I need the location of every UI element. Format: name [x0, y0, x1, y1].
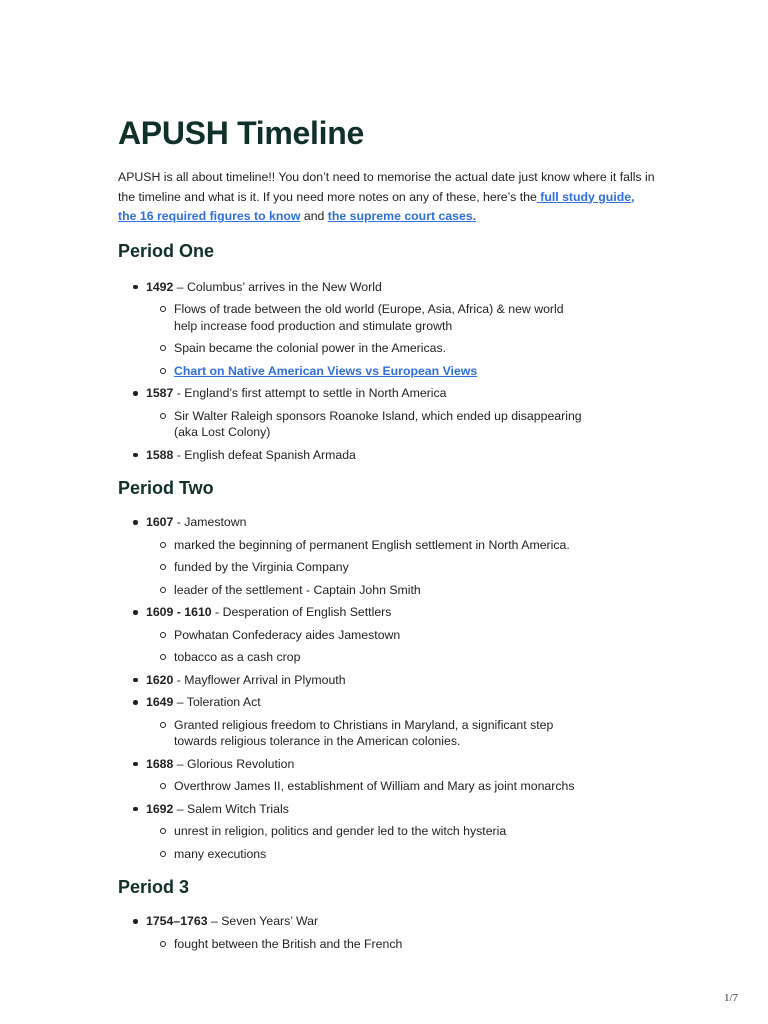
year: 1688: [146, 756, 174, 771]
intro-text: APUSH is all about timeline!! You don’t need to memorise the actual date just know where it falls in the timeline and what is it. If you need more notes on any of these, here’s the: [118, 170, 655, 204]
required-figures-link[interactable]: the 16 required figures to know: [118, 209, 301, 223]
list-item: [118, 604, 658, 666]
list-item: [118, 385, 658, 441]
period-one-heading: Period One: [118, 240, 215, 261]
event-text: - Jamestown: [173, 515, 247, 529]
sub-item: Sir Walter Raleigh sponsors Roanoke Island, which ended up disappearing (aka Lost Colony): [146, 408, 584, 441]
event-text: - Desperation of English Settlers: [211, 605, 392, 619]
page-number: 1/7: [723, 992, 738, 1004]
year: 1692: [146, 801, 174, 816]
year: 1587: [146, 386, 174, 400]
sub-list: [146, 537, 658, 599]
period-two-list: [118, 514, 658, 862]
list-item: [118, 756, 658, 795]
list-item: [118, 279, 658, 380]
event-text: – Salem Witch Trials: [173, 801, 289, 816]
sub-item: Granted religious freedom to Christians in Maryland, a significant step towards religious tolerance in the American colonies.: [146, 717, 574, 750]
sub-item: Powhatan Confederacy aides Jamestown: [146, 627, 658, 644]
year: 1649: [146, 695, 174, 709]
sub-item: leader of the settlement - Captain John Smith: [146, 582, 658, 599]
list-item: [118, 913, 658, 952]
intro-and: and: [300, 209, 328, 223]
sub-item: Spain became the colonial power in the Americas.: [146, 340, 658, 357]
year: 1607: [146, 515, 174, 529]
list-item: [118, 672, 658, 689]
sub-list: [146, 717, 658, 750]
sub-item: marked the beginning of permanent English settlement in North America.: [146, 537, 658, 554]
sub-item: many executions: [146, 846, 658, 863]
event-text: – Seven Years’ War: [207, 914, 319, 928]
list-item: [118, 801, 658, 863]
period-one-list: [118, 279, 658, 464]
document-page: [118, 110, 658, 952]
list-item: [118, 514, 658, 598]
sub-item: funded by the Virginia Company: [146, 559, 658, 576]
supreme-court-link[interactable]: the supreme court cases.: [327, 209, 477, 223]
sub-item: [146, 363, 658, 380]
intro-paragraph: [118, 168, 658, 227]
period-three-list: [118, 913, 658, 952]
native-american-chart-link[interactable]: Chart on Native American Views vs European Views: [174, 363, 478, 378]
full-study-guide-link[interactable]: full study guide,: [536, 189, 635, 204]
sub-list: [146, 936, 658, 953]
sub-item: fought between the British and the French: [146, 936, 658, 953]
sub-item: unrest in religion, politics and gender led to the witch hysteria: [146, 823, 658, 840]
list-item: [118, 447, 658, 464]
event-text: – Columbus’ arrives in the New World: [173, 279, 382, 294]
sub-list: [146, 408, 658, 441]
year: 1588: [146, 447, 174, 462]
sub-item: tobacco as a cash crop: [146, 649, 658, 666]
event-text: - England’s first attempt to settle in North America: [173, 386, 447, 400]
event-text: – Glorious Revolution: [173, 756, 295, 771]
event-text: - English defeat Spanish Armada: [173, 447, 356, 462]
page-title: APUSH Timeline: [118, 115, 364, 151]
sub-item: Flows of trade between the old world (Europe, Asia, Africa) & new world help increase food production and stimulate growth: [146, 301, 574, 334]
year: 1620: [146, 672, 174, 687]
event-text: – Toleration Act: [173, 695, 261, 709]
list-item: [118, 694, 658, 750]
sub-list: [146, 778, 658, 795]
year: 1492: [146, 279, 174, 294]
sub-item: Overthrow James II, establishment of William and Mary as joint monarchs: [146, 778, 658, 795]
sub-list: [146, 301, 658, 379]
period-three-heading: Period 3: [118, 877, 190, 897]
sub-list: [146, 627, 658, 666]
year: 1609 - 1610: [146, 605, 212, 619]
event-text: - Mayflower Arrival in Plymouth: [173, 672, 346, 687]
sub-list: [146, 823, 658, 862]
period-two-heading: Period Two: [118, 478, 214, 498]
year: 1754–1763: [146, 914, 208, 928]
